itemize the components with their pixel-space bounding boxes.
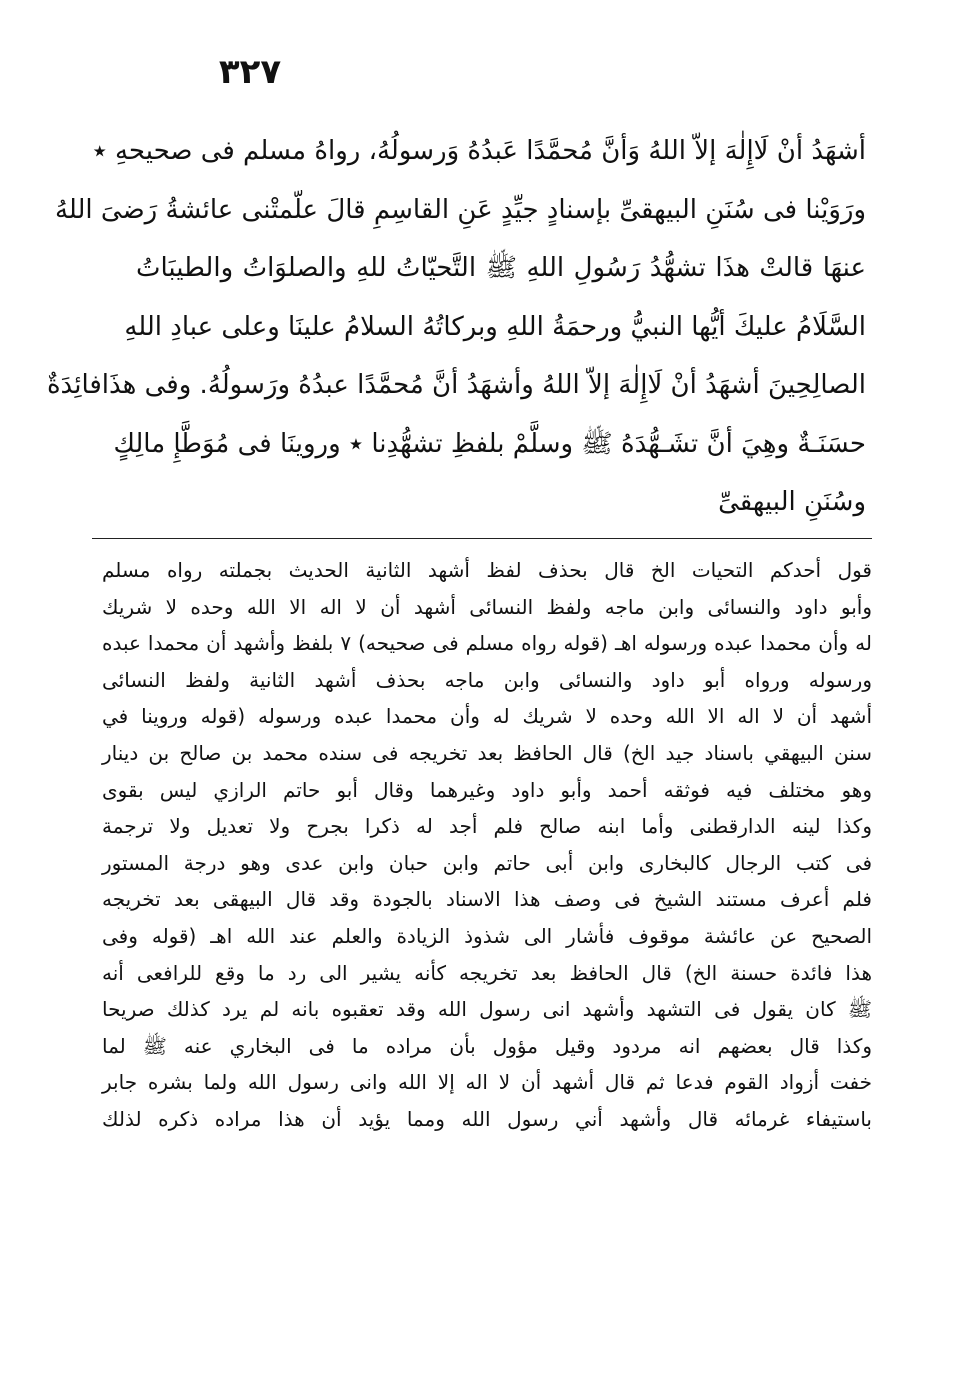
- main-text-line: أشهَدُ أنْ لَاإِلٰهَ إلاّ اللهُ وَأنَّ مُحمَّدًا عَبدُهُ وَرسولُهُ، رواهُ مسلم فى صحيحهِ ٭: [92, 136, 866, 166]
- commentary-line: له وأن محمدا عبده ورسوله اهـ (قوله رواه مسلم فى صحيحه) ٧ بلفظ وأشهد أن محمدا عبده: [102, 631, 873, 656]
- main-text-line: حسَنَـةٌ وهِيَ أنَّ تشَـهُّدَهُ ﷺ وسلَّمْ بلفظِ تشهُّدِنا ٭ وروينَا فى مُوَطَّإِ مالِكٍ: [113, 428, 866, 459]
- commentary-line: ﷺ كان يقول فى التشهد وأشهد انى رسول الله وقد تعقبوه بانه لم يرد كذلك صريحا: [102, 997, 872, 1022]
- commentary-line: الصحيح عن عائشة موقوف فأشار الى شذوذ الزيادة والعلم عند الله اهـ (قوله وفى: [102, 923, 872, 948]
- main-text-line: وسُنَنِ البيهقىِّ: [718, 487, 866, 517]
- page-number: ٣٢٧: [218, 52, 282, 92]
- commentary-block: [102, 552, 872, 1138]
- commentary-line: وهو مختلف فيه فوثقه أحمد وأبو داود وغيرهما وقال أبو حاتم الرازي ليس بقوى: [102, 777, 872, 802]
- commentary-line: باستيفاء غرمائه قال وأشهد أني رسول الله ومما يؤيد أن هذا مراده ذكره لذلك: [102, 1106, 872, 1131]
- main-text-line: ورَوَيْنا فى سُنَنِ البيهقىِّ بإسنادٍ جيِّدٍ عَنِ القاسِمِ قالَ علّمتْنى عائشةُ رَضىَ اللهُ: [54, 194, 866, 225]
- commentary-line: خفت أزواد القوم فدعا ثم قال أشهد أن لا اله إلا الله وانى رسول الله ولما بشره جابر: [102, 1070, 872, 1095]
- commentary-line: فى كتب الرجال كالبخارى وابن أبى حاتم وابن حبان وابن عدى وهو درجة المستور: [102, 850, 872, 875]
- commentary-line: وأبو داود والنسائى وابن ماجه ولفظ النسائى أشهد أن لا اله الا الله وحده لا شريك: [102, 594, 872, 619]
- commentary-line: سنن البيهقي باسناد جيد الخ) قال الحافظ بعد تخريجه فى سنده محمد بن صالح بن دينار: [102, 740, 872, 765]
- commentary-line: فلم أعرف مستند الشيخ فى وصف هذا الاسناد بالجودة وقد قال البيهقى بعد تخريجه: [102, 887, 872, 912]
- commentary-line: وكذا لينه الدارقطنى وأما ابنه صالح فلم أجد له ذكرا بجرح ولا تعديل ولا ترجمة: [102, 814, 872, 839]
- footnote-divider: [92, 538, 872, 539]
- main-text-line: الصالِحِينَ أشهَدُ أنْ لَاإِلٰهَ إلاّ اللهُ وأشهَدُ أنَّ مُحمَّدًا عبدُهُ ورَسولُهُ. وفى هذَافائِدَةٌ: [46, 370, 866, 400]
- main-text-line: السَّلَامُ عليكَ أيُّها النبيُّ ورحمَةُ اللهِ وبركاتُهُ السلامُ علينَا وعلى عبادِ اللهِ: [124, 311, 866, 342]
- main-text-line: عنهَا قالتْ هذَا تشهُّدُ رَسُولِ اللهِ ﷺ التَّحيّاتُ للهِ والصلوَاتُ والطيبَاتُ: [136, 253, 866, 283]
- main-text-block: [46, 122, 866, 532]
- commentary-line: ورسوله ورواه أبو داود والنسائى وابن ماجه بحذف أشهد الثانية ولفظ النسائى: [102, 667, 872, 692]
- commentary-line: هذا فائدة حسنة الخ) قال الحافظ بعد تخريجه كأنه يشير الى رد ما وقع للرافعى أنه: [102, 960, 872, 985]
- commentary-line: وكذا قال بعضهم انه مردود وقيل مؤول بأن مراده ما فى البخاري عنه ﷺ لما: [102, 1033, 872, 1058]
- commentary-line: قول أحدكم التحيات الخ قال بحذف لفظ أشهد الثانية الحديث بجملته رواه مسلم: [102, 558, 872, 582]
- commentary-line: أشهد أن لا اله الا الله وحده لا شريك له وأن محمدا عبده ورسوله (قوله وروينا في: [102, 704, 872, 729]
